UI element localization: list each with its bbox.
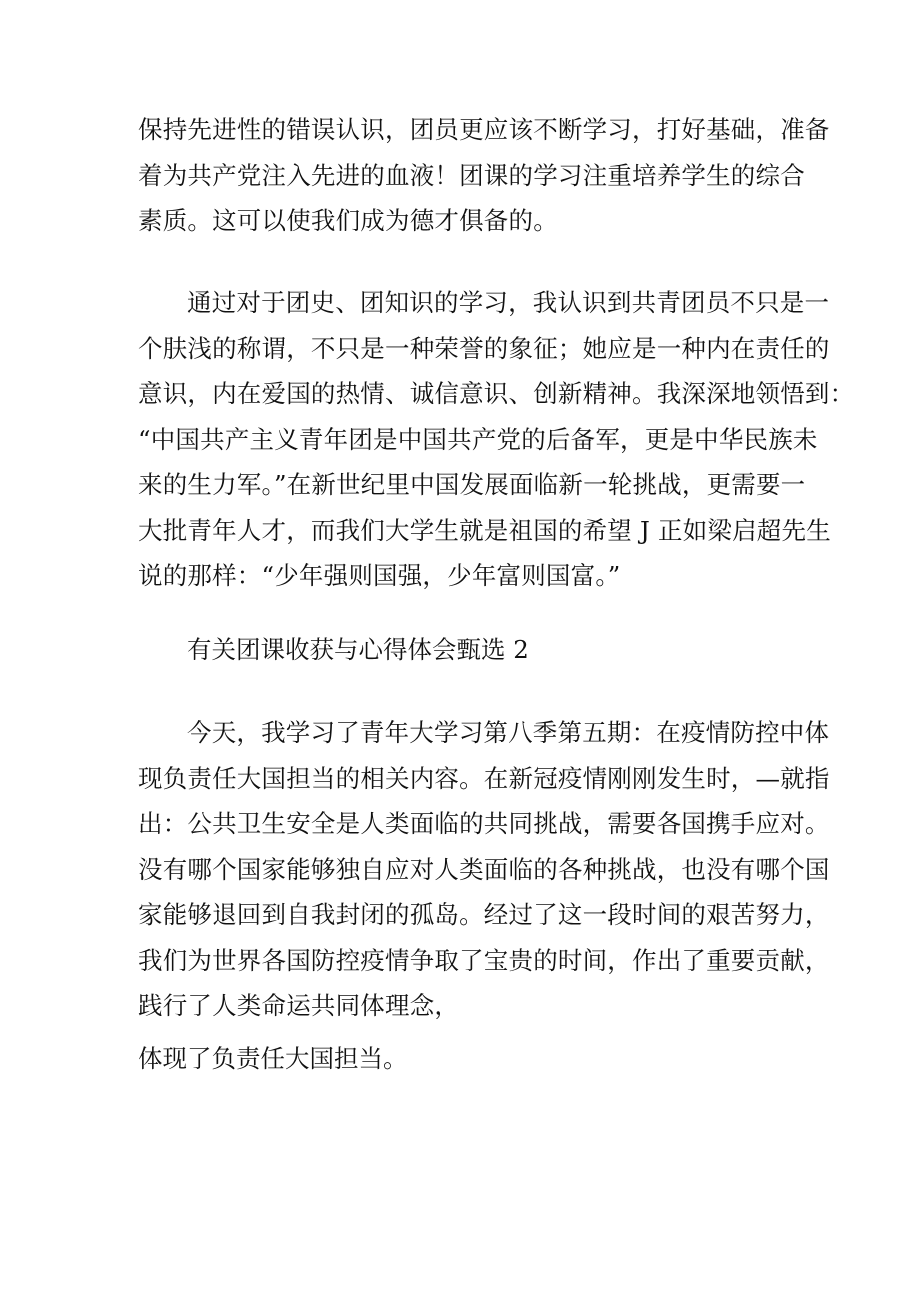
paragraph-2 [138, 280, 855, 599]
text-line: 通过对于团史、团知识的学习，我认识到共青团员不只是一 [187, 288, 830, 317]
paragraph-4: 体现了负责任大国担当。 [138, 1044, 408, 1073]
text-line: 出：公共卫生安全是人类面临的共同挑战，需要各国携手应对。 [138, 809, 830, 838]
text-line: “中国共产主义青年团是中国共产党的后备军，更是中华民族未 [138, 424, 818, 454]
text-line: 大批青年人才，而我们大学生就是祖国的希望 J 正如梁启超先生 [138, 515, 831, 545]
text-line: 来的生力军。”在新世纪里中国发展面临新一轮挑战，更需要一 [138, 470, 806, 499]
paragraph-3 [138, 710, 830, 1029]
text-line: 家能够退回到自我封闭的孤岛。经过了这一段时间的艰苦努力， [138, 900, 830, 929]
text-line: 保持先进性的错误认识，团员更应该不断学习，打好基础，准备 [138, 115, 830, 144]
text-line: 着为共产党注入先进的血液！团课的学习注重培养学生的综合 [138, 160, 805, 190]
text-line: 践行了人类命运共同体理念， [138, 991, 460, 1020]
text-line: 今天，我学习了青年大学习第八季第五期：在疫情防控中体 [187, 718, 830, 747]
text-line: 没有哪个国家能够独自应对人类面临的各种挑战，也没有哪个国 [138, 854, 830, 884]
text-line: 说的那样：“少年强则国强，少年富则国富。” [138, 561, 621, 590]
text-line: 个肤浅的称谓，不只是一种荣誉的象征；她应是一种内在责任的 [138, 333, 830, 363]
text-line: 意识，内在爱国的热情、诚信意识、创新精神。我深深地领悟到： [138, 379, 855, 408]
text-line: 现负责任大国担当的相关内容。在新冠疫情刚刚发生时，—就指 [138, 763, 830, 793]
text-line: 我们为世界各国防控疫情争取了宝贵的时间，作出了重要贡献， [138, 945, 830, 975]
text-line: 素质。这可以使我们成为德才俱备的。 [138, 206, 558, 235]
section-heading: 有关团课收获与心得体会甄选 2 [187, 635, 529, 664]
paragraph-1 [138, 107, 830, 244]
